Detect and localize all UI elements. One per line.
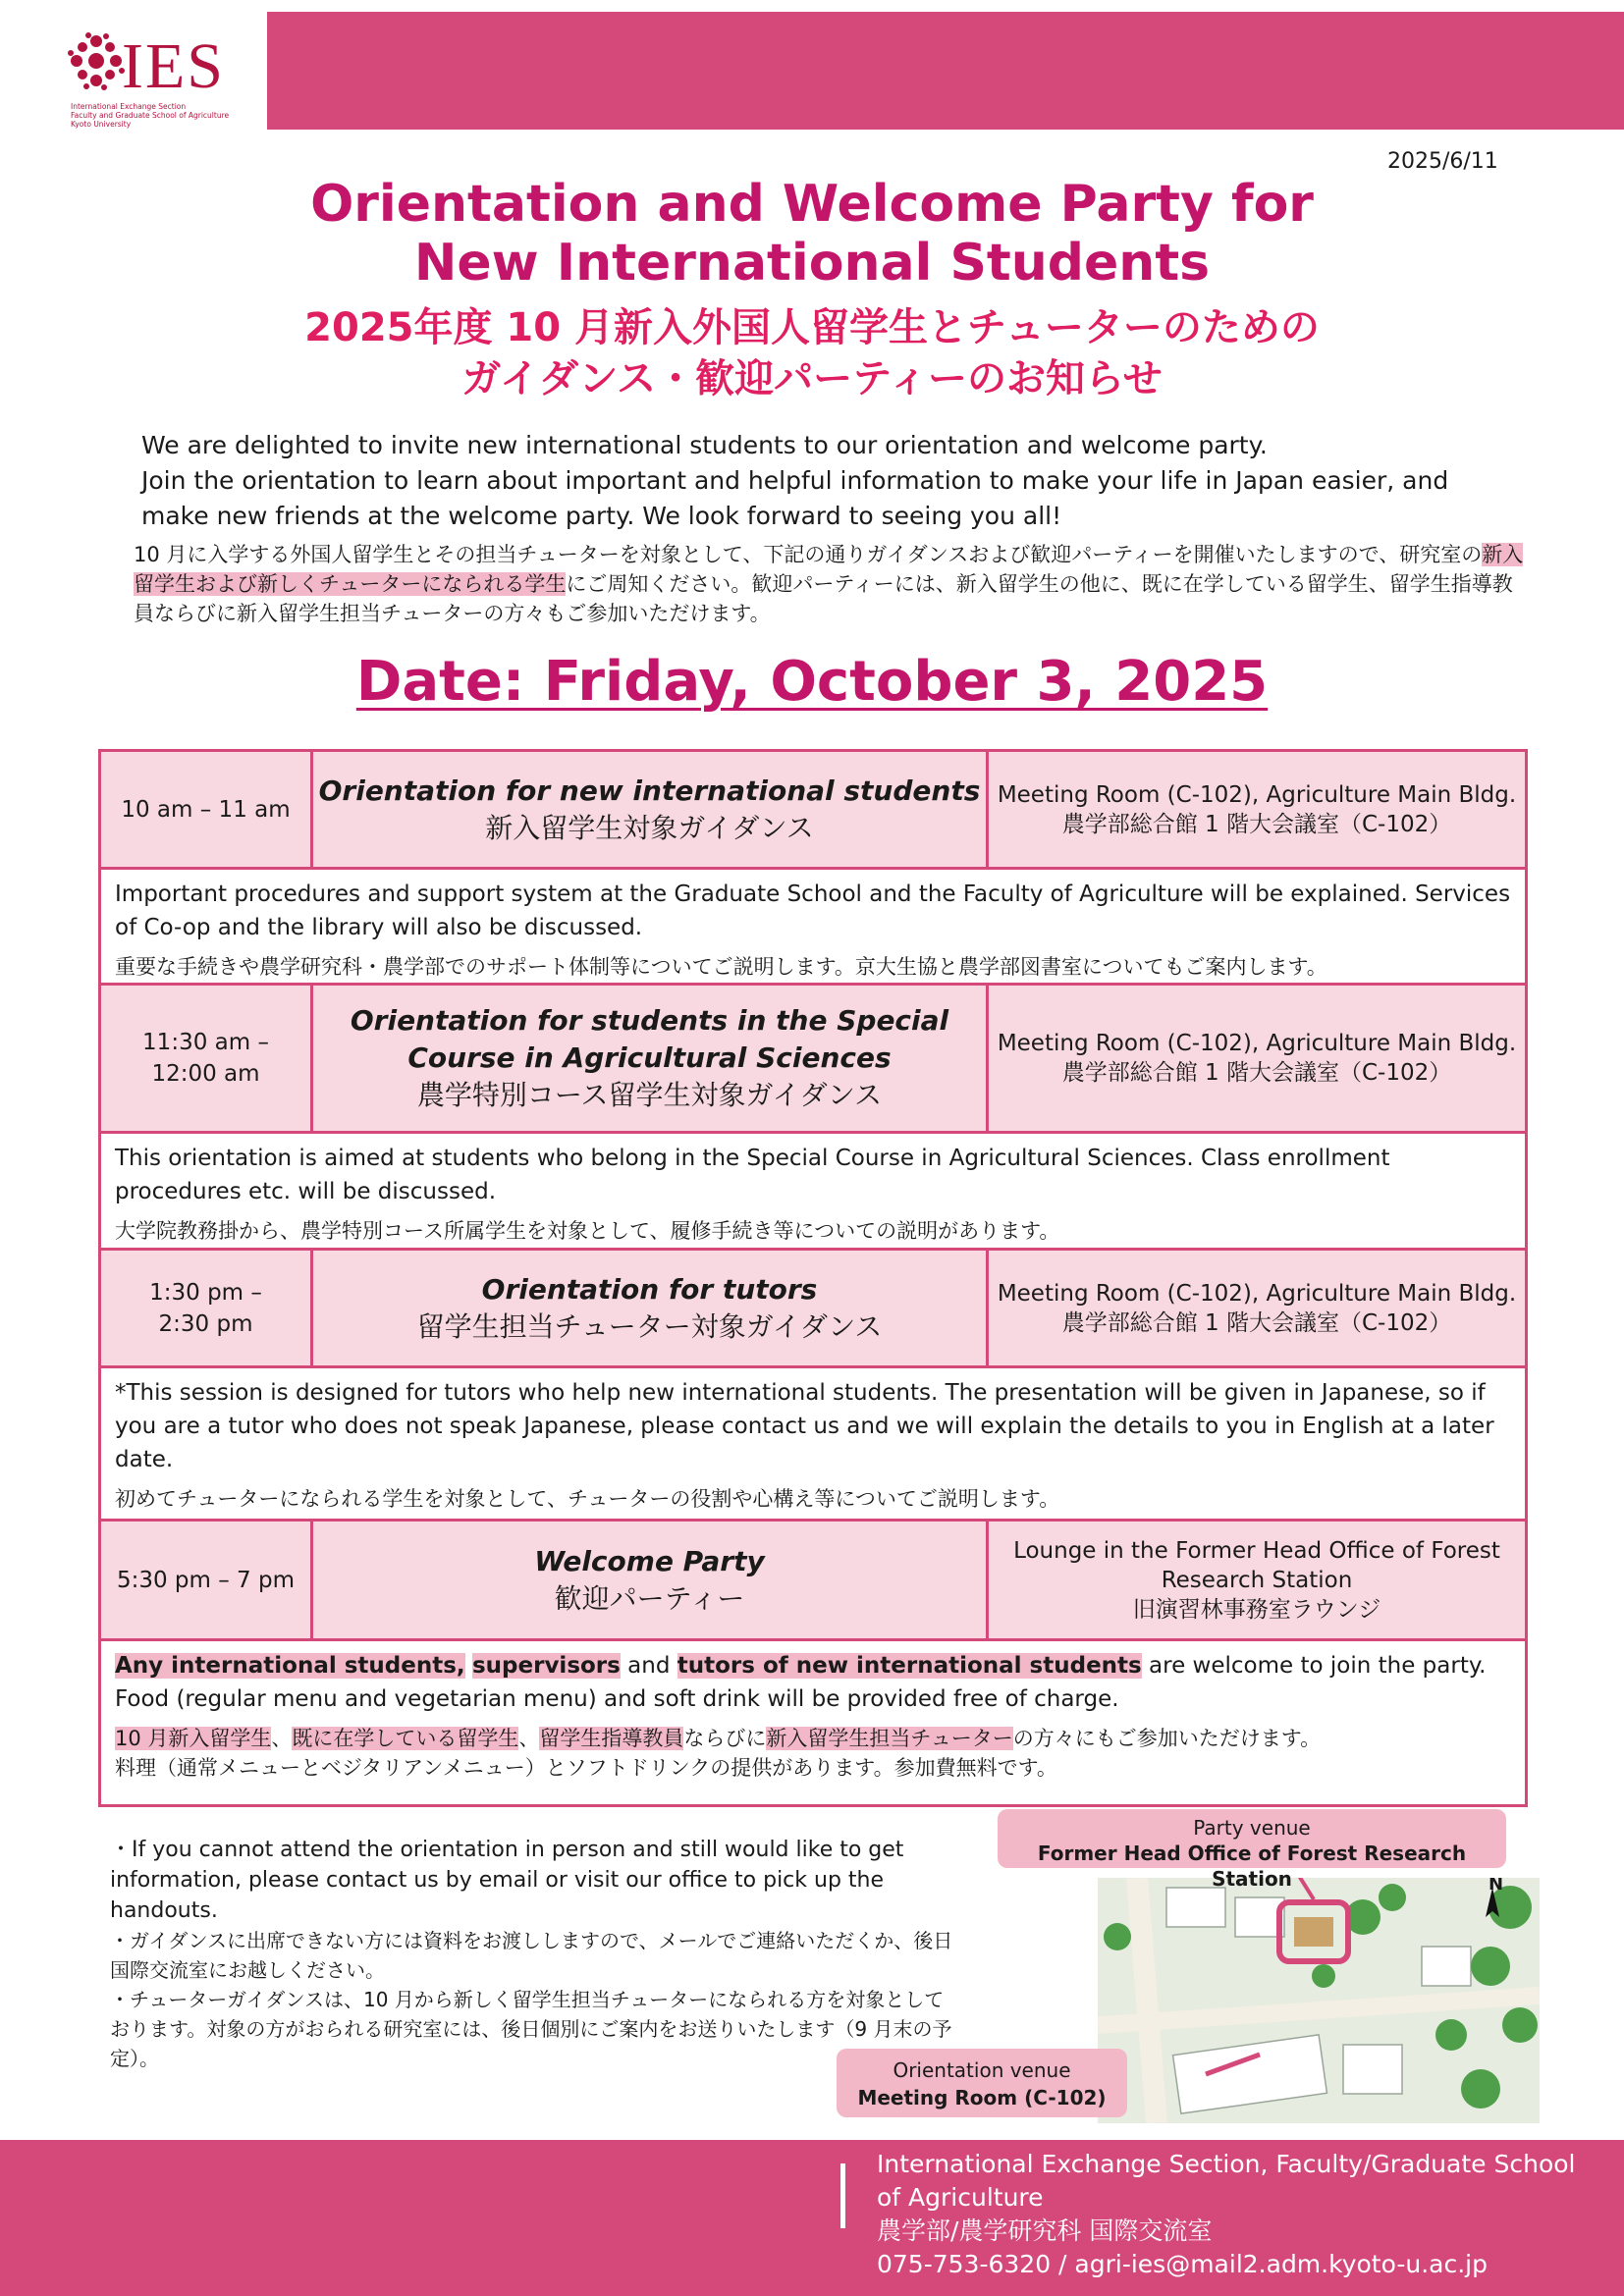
session-title bbox=[313, 986, 989, 1131]
title-en-line2: New International Students bbox=[413, 234, 1211, 293]
footer-divider bbox=[840, 2163, 845, 2228]
notes bbox=[110, 1835, 954, 2073]
campus-map bbox=[1098, 1878, 1540, 2123]
session-place bbox=[989, 986, 1525, 1131]
logo-sub-line: International Exchange Section bbox=[71, 102, 187, 111]
desc-en: This orientation is aimed at students who belong in the Special Course in Agricultural Sciences. Class enrollment procedures etc. will be discussed. bbox=[115, 1146, 1390, 1204]
map-illustration bbox=[1098, 1878, 1540, 2123]
party-description bbox=[101, 1641, 1525, 1804]
session-time bbox=[101, 1251, 313, 1365]
intro-en-para: Join the orientation to learn about important and helpful information to make your life in Japan easier, and make new friends at the welcome party. We look forward to seeing you all! bbox=[141, 466, 1449, 530]
note-jp: ・ガイダンスに出席できない方には資料をお渡ししますので、メールでご連絡いただくか、後日国際交流室にお越しください。 bbox=[110, 1929, 953, 1982]
flower-logo-icon bbox=[67, 31, 126, 92]
title-en: Welcome Party bbox=[534, 1544, 765, 1577]
footer-phone-email: 075-753-6320 / agri-ies@mail2.adm.kyoto-u.ac.jp bbox=[877, 2250, 1488, 2278]
event-date-text: Date: Friday, October 3, 2025 bbox=[355, 650, 1269, 714]
session-title bbox=[313, 1251, 989, 1365]
schedule-table bbox=[98, 749, 1528, 1807]
place-en: Meeting Room (C-102), Agriculture Main Bldg. bbox=[997, 781, 1517, 808]
party-highlight: tutors of new international students bbox=[677, 1653, 1142, 1679]
schedule-row bbox=[101, 1251, 1525, 1368]
orientation-venue-label bbox=[837, 2049, 1127, 2117]
time-text: 1:30 pm – bbox=[149, 1279, 262, 1306]
desc-jp: 大学院教務掛から、農学特別コース所属学生を対象として、履修手続き等についての説明があります。 bbox=[115, 1219, 1060, 1243]
party-desc-jp bbox=[115, 1724, 1513, 1753]
schedule-row bbox=[101, 752, 1525, 870]
title-en: Orientation for tutors bbox=[481, 1272, 818, 1306]
session-time bbox=[101, 1522, 313, 1638]
title-jp: 農学特別コース留学生対象ガイダンス bbox=[416, 1079, 883, 1111]
session-place bbox=[989, 1522, 1525, 1638]
logo-sub-line: Kyoto University bbox=[71, 120, 132, 129]
intro-jp-text: にご周知ください。歓迎パーティーには、新入留学生の他に、既に在学している留学生、留学生指導教員ならびに新入留学生担当チューターの方々もご参加いただけます。 bbox=[134, 572, 1513, 625]
intro-en-para: We are delighted to invite new international students to our orientation and welcome party. bbox=[141, 431, 1268, 459]
title-jp: 歓迎パーティー bbox=[554, 1581, 745, 1615]
desc-en: *This session is designed for tutors who help new international students. The presentation will be given in Japanese, so if you are a tutor who does not speak Japanese, please contact us and we will explain the details to you in English at a later date. bbox=[115, 1380, 1494, 1472]
session-description bbox=[101, 1368, 1525, 1522]
session-time bbox=[101, 752, 313, 867]
logo-text: IES bbox=[122, 30, 225, 102]
party-desc-jp-line2: 料理（通常メニューとベジタリアンメニュー）とソフトドリンクの提供があります。参加費無料です。 bbox=[115, 1756, 1057, 1780]
party-jp-separator: 、 bbox=[271, 1727, 293, 1750]
issued-date: 2025/6/11 bbox=[1387, 149, 1498, 174]
place-jp: 農学部総合館 1 階大会議室（C-102） bbox=[1061, 1060, 1452, 1086]
party-highlight: Any international students, bbox=[115, 1653, 465, 1679]
orientation-venue-name: Meeting Room (C-102) bbox=[857, 2086, 1107, 2109]
party-venue-label bbox=[998, 1809, 1506, 1891]
schedule-row bbox=[101, 986, 1525, 1134]
title-jp-line2: ガイダンス・歓迎パーティーのお知らせ bbox=[461, 356, 1163, 401]
title-en: Course in Agricultural Sciences bbox=[407, 1041, 892, 1074]
title-jp: 留学生担当チューター対象ガイダンス bbox=[416, 1309, 883, 1343]
intro-jp-highlight: 新入留学生および新しくチューターになられる学生 bbox=[134, 543, 1524, 596]
desc-en: Important procedures and support system at the Graduate School and the Faculty of Agriculture will be explained. Services of Co-op and the library will also be discussed. bbox=[115, 881, 1511, 940]
schedule-row bbox=[101, 1522, 1525, 1641]
desc-jp: 初めてチューターになられる学生を対象として、チューターの役割や心構え等についてご説明します。 bbox=[115, 1487, 1060, 1511]
title-jp-line1: 2025年度 10 月新入外国人留学生とチューターのための bbox=[304, 305, 1320, 350]
event-date bbox=[0, 650, 1624, 714]
time-text: 5:30 pm – 7 pm bbox=[116, 1567, 296, 1593]
logo-sub-line: Faculty and Graduate School of Agriculture bbox=[71, 111, 230, 120]
party-desc-en bbox=[115, 1649, 1513, 1716]
time-text: 2:30 pm bbox=[158, 1310, 253, 1337]
time-text: 10 am – 11 am bbox=[121, 796, 291, 823]
note-jp: ・チューターガイダンスは、10 月から新しく留学生担当チューターになられる方を対象としております。対象の方がおられる研究室には、後日個別にご案内をお送りいたします（9 月末の予定）。 bbox=[110, 1988, 952, 2070]
title-en: Orientation for new international students bbox=[318, 774, 981, 807]
party-venue-title: Party venue bbox=[1193, 1816, 1311, 1840]
header-banner bbox=[267, 12, 1624, 130]
session-place bbox=[989, 1251, 1525, 1365]
intro-japanese bbox=[134, 540, 1528, 628]
party-highlight: supervisors bbox=[471, 1653, 621, 1679]
party-jp-highlight: 留学生指導教員 bbox=[539, 1727, 684, 1750]
place-jp: 農学部総合館 1 階大会議室（C-102） bbox=[1061, 811, 1452, 837]
title-en-line1: Orientation and Welcome Party for bbox=[310, 175, 1314, 234]
place-en: Meeting Room (C-102), Agriculture Main Bldg. bbox=[997, 1280, 1517, 1307]
party-jp-separator: 、 bbox=[518, 1727, 540, 1750]
footer-contact bbox=[877, 2148, 1603, 2281]
session-description bbox=[101, 1134, 1525, 1251]
session-title bbox=[313, 1522, 989, 1638]
party-jp-highlight: 新入留学生担当チューター bbox=[766, 1727, 1013, 1750]
footer-office-jp: 農学部/農学研究科 国際交流室 bbox=[877, 2216, 1213, 2245]
desc-jp: 重要な手続きや農学研究科・農学部でのサポート体制等についてご説明します。京大生協と農学部図書室についてもご案内します。 bbox=[115, 955, 1327, 979]
orientation-venue-title: Orientation venue bbox=[893, 2058, 1071, 2082]
party-text: are welcome to join the party. Food (regular menu and vegetarian menu) and soft drink will be provided free of charge. bbox=[115, 1653, 1487, 1712]
note-en: ・If you cannot attend the orientation in person and still would like to get information, please contact us by email or visit our office to pick up the handouts. bbox=[110, 1838, 904, 1923]
time-text: 11:30 am – bbox=[142, 1030, 269, 1055]
intro-english bbox=[141, 428, 1516, 534]
party-jp-text: の方々にもご参加いただけます。 bbox=[1012, 1727, 1322, 1750]
session-place bbox=[989, 752, 1525, 867]
place-jp: 旧演習林事務室ラウンジ bbox=[1132, 1596, 1381, 1623]
place-en: Meeting Room (C-102), Agriculture Main Bldg. bbox=[997, 1031, 1517, 1056]
title-en: Orientation for students in the Special bbox=[350, 1004, 949, 1037]
title-jp: 新入留学生対象ガイダンス bbox=[485, 811, 814, 844]
north-label: N bbox=[1489, 1878, 1504, 1895]
party-text: and bbox=[627, 1653, 671, 1679]
place-en: Research Station bbox=[1161, 1567, 1353, 1593]
place-en: Lounge in the Former Head Office of Forest bbox=[1013, 1537, 1500, 1564]
session-title bbox=[313, 752, 989, 867]
intro-jp-text: 10 月に入学する外国人留学生とその担当チューターを対象として、下記の通りガイダンスおよび歓迎パーティーを開催いたしますので、研究室の bbox=[134, 543, 1483, 566]
session-time bbox=[101, 986, 313, 1131]
place-jp: 農学部総合館 1 階大会議室（C-102） bbox=[1061, 1309, 1452, 1336]
logo-subtitle bbox=[71, 102, 247, 129]
footer-office-en: International Exchange Section, Faculty/Graduate School of Agriculture bbox=[877, 2150, 1576, 2212]
party-jp-highlight: 10 月新入留学生 bbox=[115, 1727, 272, 1750]
session-description bbox=[101, 870, 1525, 986]
party-jp-text: ならびに bbox=[683, 1727, 767, 1750]
party-jp-highlight: 既に在学している留学生 bbox=[292, 1727, 519, 1750]
party-venue-name: Former Head Office of Forest Research Station bbox=[1037, 1842, 1467, 1891]
time-text: 12:00 am bbox=[151, 1061, 260, 1087]
